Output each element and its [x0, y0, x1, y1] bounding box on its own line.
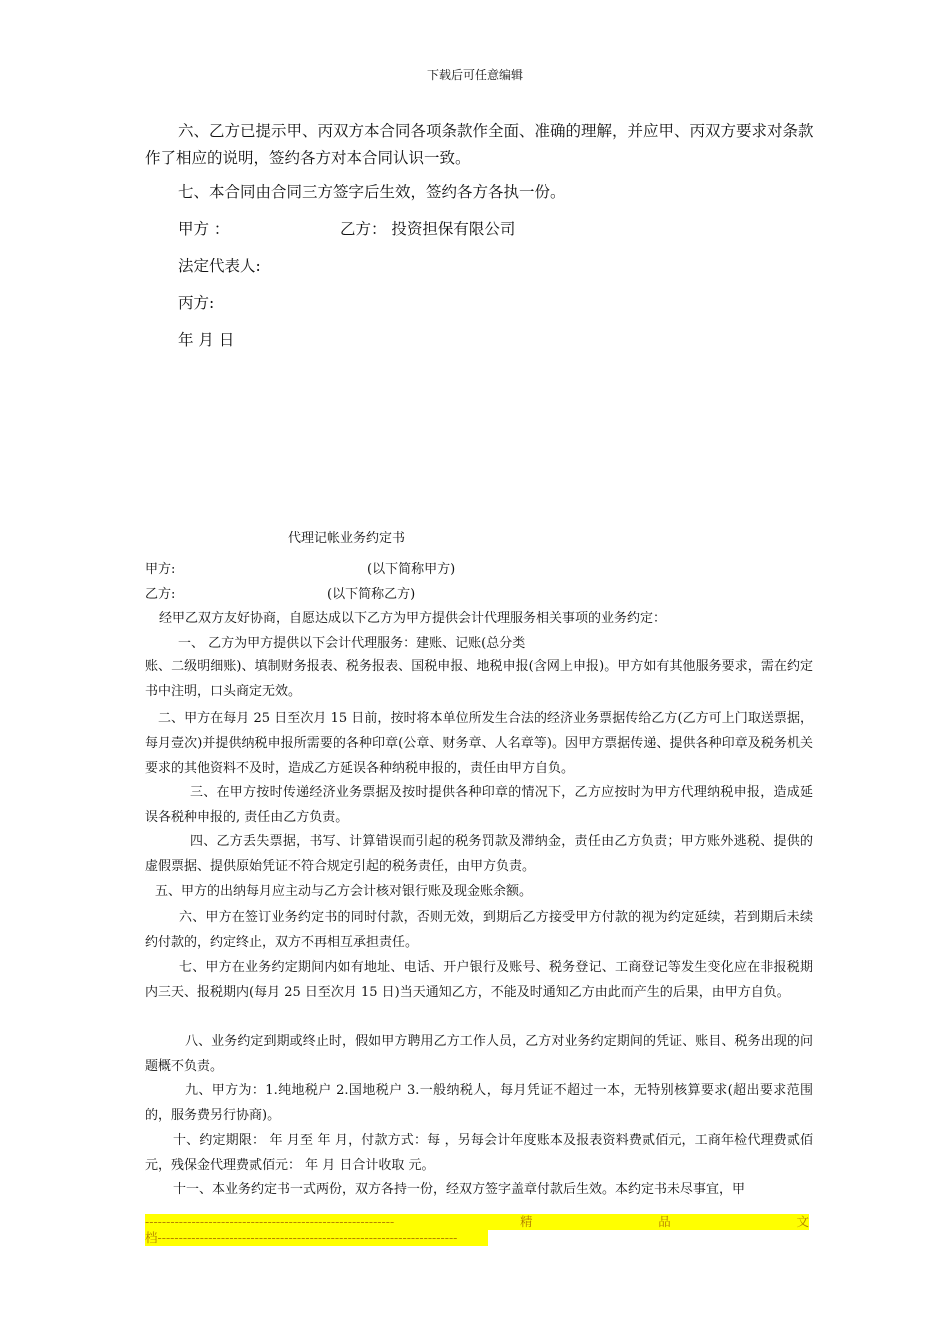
party-b-label: 乙方: [145, 587, 176, 602]
footer-banner [145, 1214, 809, 1246]
party-a-note: (以下简称甲方) [367, 562, 456, 577]
item-3: 三、在甲方按时传递经济业务票据及按时提供各种印章的情况下，乙方应按时为甲方代理纳税申报，造成延误各税种申报的, 责任由乙方负责。 [145, 785, 813, 825]
item-10: 十、约定期限： 年 月至 年 月，付款方式：每 ，另每会计年度账本及报表资料费贰佰元，工商年检代理费贰佰元，残保金代理费贰佰元： 年 月 日合计收取 元。 [145, 1133, 813, 1173]
item-2: 二、甲方在每月 25 日至次月 15 日前，按时将本单位所发生合法的经济业务票据传给乙方(乙方可上门取送票据，每月壹次)并提供纳税申报所需要的各种印章(公章、财务章、人名章等)。因甲方票据传递、提供各种印章及税务机关要求的其他资料不及时，造成乙方延误各种纳税申报的，责任由甲方自负。 [145, 711, 813, 776]
signature-party-c: 丙方: [178, 294, 215, 312]
footer-dashes-1: ----------------------------------------------------------- [145, 1214, 395, 1229]
footer-char-4: 档 [145, 1230, 158, 1245]
signature-legal-rep: 法定代表人: [178, 257, 261, 275]
agreement-intro: 经甲乙双方友好协商，自愿达成以下乙方为甲方提供会计代理服务相关事项的业务约定： [159, 611, 667, 626]
footer-char-3: 文 [796, 1214, 809, 1229]
signature-date: 年 月 日 [178, 331, 235, 349]
item-6: 六、甲方在签订业务约定书的同时付款，否则无效，到期后乙方接受甲方付款的视为约定延续，若到期后未续约付款的，约定终止，双方不再相互承担责任。 [145, 910, 813, 950]
party-b-note: (以下简称乙方) [327, 587, 416, 602]
item-9: 九、甲方为：1.纯地税户 2.国地税户 3.一般纳税人，每月凭证不超过一本，无特别核算要求(超出要求范围的，服务费另行协商)。 [145, 1083, 813, 1123]
footer-char-1: 精 [519, 1214, 533, 1229]
item-1-line1: 一、 乙方为甲方提供以下会计代理服务：建账、记账(总分类 [178, 636, 526, 651]
clause-six: 六、乙方已提示甲、丙双方本合同各项条款作全面、准确的理解，并应甲、丙双方要求对条款作了相应的说明，签约各方对本合同认识一致。 [145, 122, 814, 167]
item-1-rest: 账、二级明细账)、填制财务报表、税务报表、国税申报、地税申报(含网上申报)。甲方如有其他服务要求，需在约定书中注明，口头商定无效。 [145, 659, 813, 699]
footer-line-2 [145, 1230, 488, 1246]
signature-party-a: 甲方 ： [178, 220, 230, 238]
item-4: 四、乙方丢失票据，书写、计算错误而引起的税务罚款及滞纳金，责任由乙方负责；甲方账外逃税、提供的虚假票据、提供原始凭证不符合规定引起的税务责任，由甲方负责。 [145, 834, 813, 874]
footer-line-1 [145, 1214, 809, 1230]
item-8: 八、业务约定到期或终止时，假如甲方聘用乙方工作人员，乙方对业务约定期间的凭证、账目、税务出现的问题概不负责。 [145, 1034, 813, 1074]
footer-char-2: 品 [658, 1214, 671, 1229]
item-11: 十一、本业务约定书一式两份，双方各持一份，经双方签字盖章付款后生效。本约定书未尽事宜，甲 [173, 1182, 746, 1197]
clause-seven: 七、本合同由合同三方签字后生效，签约各方各执一份。 [178, 183, 566, 201]
item-7: 七、甲方在业务约定期间内如有地址、电话、开户银行及账号、税务登记、工商登记等发生变化应在非报税期内三天、报税期内(每月 25 日至次月 15 日)当天通知乙方，不能及时通知乙方由此而产生的后果，由甲方自负。 [145, 960, 813, 1000]
footer-dashes-2: ----------------------------------------------------------------------- [157, 1230, 458, 1245]
signature-party-b: 乙方： 投资担保有限公司 [340, 220, 516, 238]
agreement-title: 代理记帐业务约定书 [288, 531, 406, 546]
page-header-note: 下载后可任意编辑 [426, 68, 523, 82]
item-5: 五、甲方的出纳每月应主动与乙方会计核对银行账及现金账余额。 [155, 884, 533, 899]
party-a-label: 甲方: [145, 562, 176, 577]
